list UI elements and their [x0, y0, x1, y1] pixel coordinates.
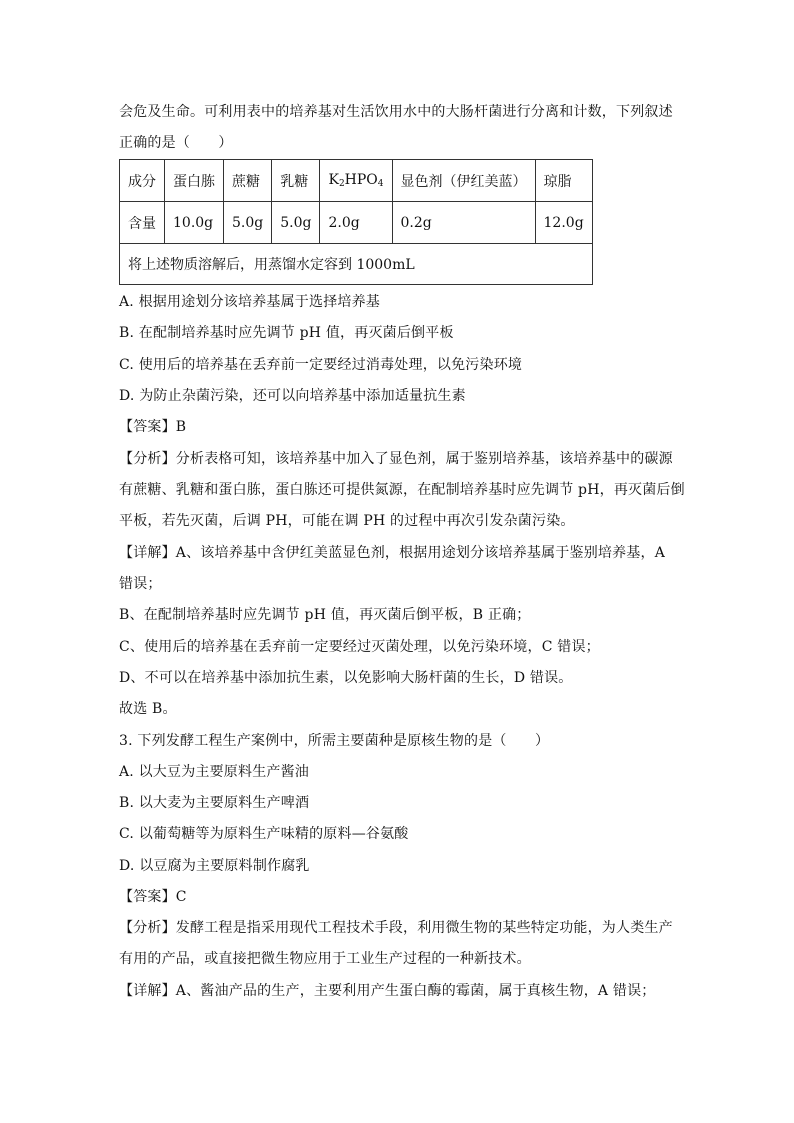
- q3-answer: 【答案】C: [119, 889, 187, 905]
- value-agar: 12.0g: [535, 202, 592, 244]
- q3-option-c: C. 以葡萄糖等为原料生产味精的原料—谷氨酸: [119, 826, 409, 842]
- value-sucrose: 5.0g: [224, 202, 272, 244]
- q2-answer: 【答案】B: [119, 419, 187, 435]
- q2-detail-line-6: 故选 B。: [119, 701, 177, 717]
- q2-detail-line-2: 错误；: [119, 576, 162, 592]
- table-row-ingredients: [120, 160, 593, 202]
- q3-option-b: B. 以大麦为主要原料生产啤酒: [119, 795, 310, 811]
- header-peptone: 蛋白胨: [165, 160, 224, 202]
- row-label-amount: 含量: [120, 202, 165, 244]
- value-lactose: 5.0g: [272, 202, 320, 244]
- table-footer-note: 将上述物质溶解后，用蒸馏水定容到 1000mL: [120, 244, 593, 285]
- intro-line-2: 正确的是（ ）: [119, 135, 233, 151]
- header-sucrose: 蔗糖: [224, 160, 272, 202]
- q2-option-a: A. 根据用途划分该培养基属于选择培养基: [119, 294, 381, 310]
- q2-option-b: B. 在配制培养基时应先调节 pH 值，再灭菌后倒平板: [119, 325, 454, 341]
- value-peptone: 10.0g: [165, 202, 224, 244]
- q2-analysis-line-3: 平板，若先灭菌，后调 PH，可能在调 PH 的过程中再次引发杂菌污染。: [119, 513, 575, 529]
- culture-medium-table: [119, 159, 593, 285]
- q2-option-c: C. 使用后的培养基在丢弃前一定要经过消毒处理，以免污染环境: [119, 357, 523, 373]
- q3-detail-line-1: 【详解】A、酱油产品的生产，主要利用产生蛋白酶的霉菌，属于真核生物，A 错误；: [119, 983, 656, 999]
- formula-k: K: [328, 172, 339, 188]
- q2-detail-line-5: D、不可以在培养基中添加抗生素，以免影响大肠杆菌的生长，D 错误。: [119, 670, 573, 686]
- q3-option-a: A. 以大豆为主要原料生产酱油: [119, 764, 310, 780]
- q3-analysis-line-2: 有用的产品，或直接把微生物应用于工业生产过程的一种新技术。: [119, 951, 531, 967]
- header-k2hpo4: [320, 160, 392, 202]
- value-indicator: 0.2g: [392, 202, 535, 244]
- q2-detail-line-3: B、在配制培养基时应先调节 pH 值，再灭菌后倒平板，B 正确；: [119, 607, 531, 623]
- header-lactose: 乳糖: [272, 160, 320, 202]
- formula-sub-4: 4: [377, 179, 384, 189]
- table-row-footer: [120, 244, 593, 285]
- formula-sub-2: 2: [338, 179, 345, 189]
- q2-option-d: D. 为防止杂菌污染，还可以向培养基中添加适量抗生素: [119, 388, 466, 404]
- row-label-ingredient: 成分: [120, 160, 165, 202]
- q3-option-d: D. 以豆腐为主要原料制作腐乳: [119, 858, 310, 874]
- table-row-amounts: [120, 202, 593, 244]
- q2-analysis-line-2: 有蔗糖、乳糖和蛋白胨，蛋白胨还可提供氮源，在配制培养基时应先调节 pH，再灭菌后倒: [119, 482, 685, 498]
- formula-hpo: HPO: [344, 172, 378, 188]
- q3-question: 3. 下列发酵工程生产案例中，所需主要菌种是原核生物的是（ ）: [119, 733, 550, 749]
- q2-detail-line-1: 【详解】A、该培养基中含伊红美蓝显色剂，根据用途划分该培养基属于鉴别培养基，A: [119, 545, 666, 561]
- q2-analysis-line-1: 【分析】分析表格可知，该培养基中加入了显色剂，属于鉴别培养基，该培养基中的碳源: [119, 451, 673, 467]
- q2-detail-line-4: C、使用后的培养基在丢弃前一定要经过灭菌处理，以免污染环境，C 错误；: [119, 639, 600, 655]
- value-k2hpo4: 2.0g: [320, 202, 392, 244]
- q3-analysis-line-1: 【分析】发酵工程是指采用现代工程技术手段，利用微生物的某些特定功能，为人类生产: [119, 920, 673, 936]
- intro-line-1: 会危及生命。可利用表中的培养基对生活饮用水中的大肠杆菌进行分离和计数，下列叙述: [119, 104, 673, 120]
- header-indicator: 显色剂（伊红美蓝）: [392, 160, 535, 202]
- header-agar: 琼脂: [535, 160, 592, 202]
